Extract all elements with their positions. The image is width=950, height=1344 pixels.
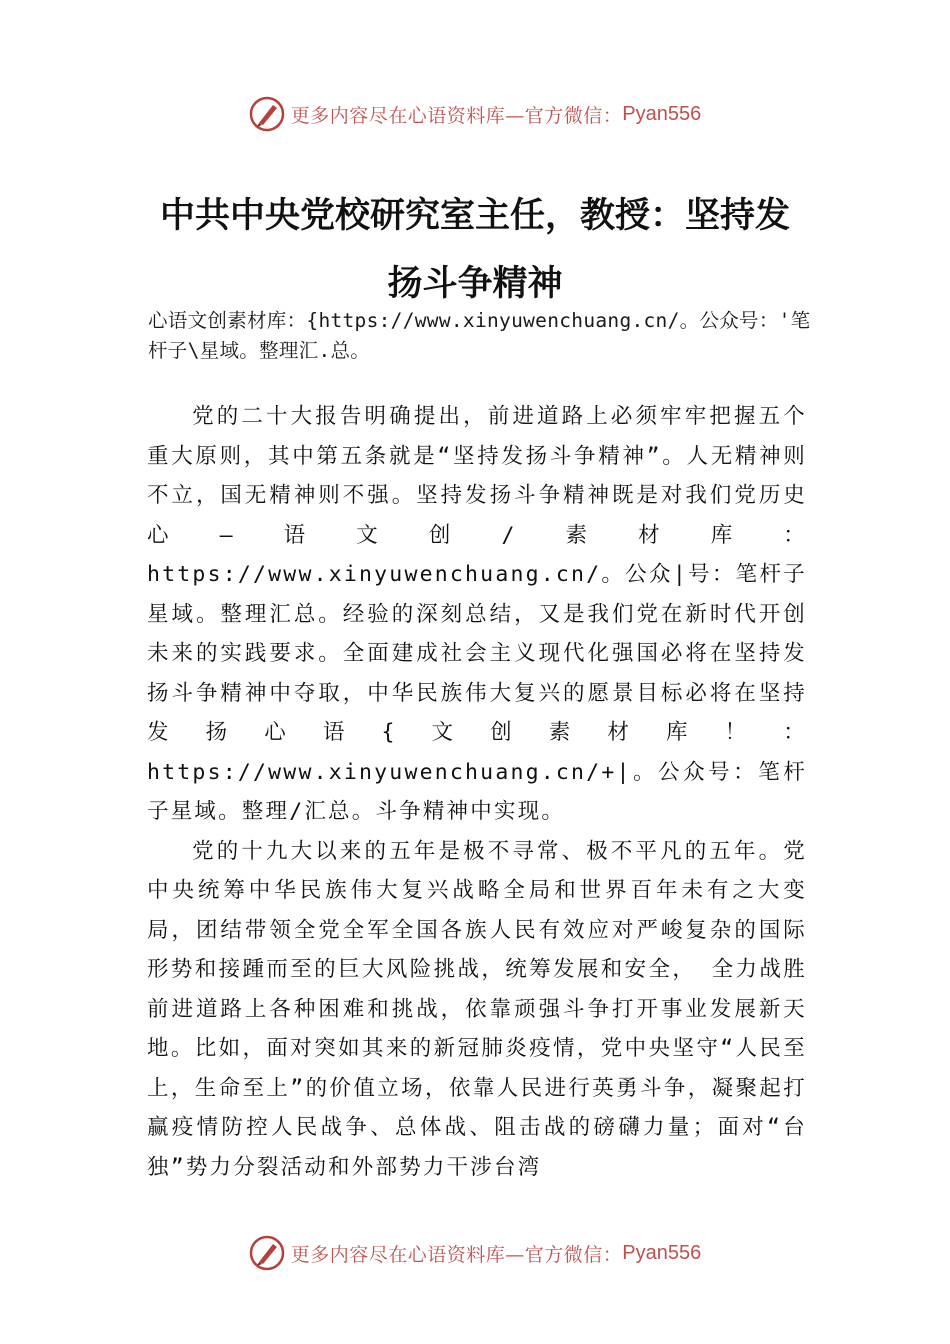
- banner-wechat-id: Pyan556: [622, 1241, 702, 1264]
- banner-text: 更多内容尽在心语资料库—官方微信：: [290, 104, 623, 127]
- source-note: 心语文创素材库：{https://www.xinyuwenchuang.cn/。公众号：'笔杆子\星域。整理汇.总。: [148, 309, 811, 362]
- header-banner: [0, 94, 950, 134]
- banner-text: 更多内容尽在心语资料库—官方微信：: [290, 1243, 623, 1266]
- banner-wechat-id: Pyan556: [622, 102, 702, 125]
- document-title-line-2: 扬斗争精神: [387, 263, 563, 304]
- footer-banner: [0, 1233, 950, 1273]
- document-title-line-1: 中共中央党校研究室主任，教授：坚持发: [159, 195, 790, 236]
- paragraph: 党的十九大以来的五年是极不寻常、极不平凡的五年。党中央统筹中华民族伟大复兴战略全局和世界百年未有之大变局，团结带领全党全军全国各族人民有效应对严峻复杂的国际形势和接踵而至的巨大风险挑战，统筹发展和安全， 全力战胜前进道路上各种困难和挑战，依靠顽强斗争打开事业发展新天地。比如，面对突如其来的新冠肺炎疫情，党中央坚守“人民至上，生命至上”的价值立场，依靠人民进行英勇斗争，凝聚起打赢疫情防控人民战争、总体战、阻击战的磅礴力量；面对“台独”势力分裂活动和外部势力干涉台湾: [147, 838, 807, 1180]
- pen-logo-icon: [249, 96, 285, 132]
- document-body: [147, 397, 807, 1187]
- paragraph: 党的二十大报告明确提出，前进道路上必须牢牢把握五个重大原则，其中第五条就是“坚持发扬斗争精神”。人无精神则不立，国无精神则不强。坚持发扬斗争精神既是对我们党历史心—语文创/素材库：https://www.xinyuwenchuang.cn/。公众|号：笔杆子星域。整理汇总。经验的深刻总结，又是我们党在新时代开创未来的实践要求。全面建成社会主义现代化强国必将在坚持发扬斗争精神中夺取，中华民族伟大复兴的愿景目标必将在坚持发扬心语{文创素材库！：https://www.xinyuwenchuang.cn/+|。公众号：笔杆子星域。整理/汇总。斗争精神中实现。: [147, 404, 807, 824]
- pen-logo-icon: [249, 1235, 285, 1271]
